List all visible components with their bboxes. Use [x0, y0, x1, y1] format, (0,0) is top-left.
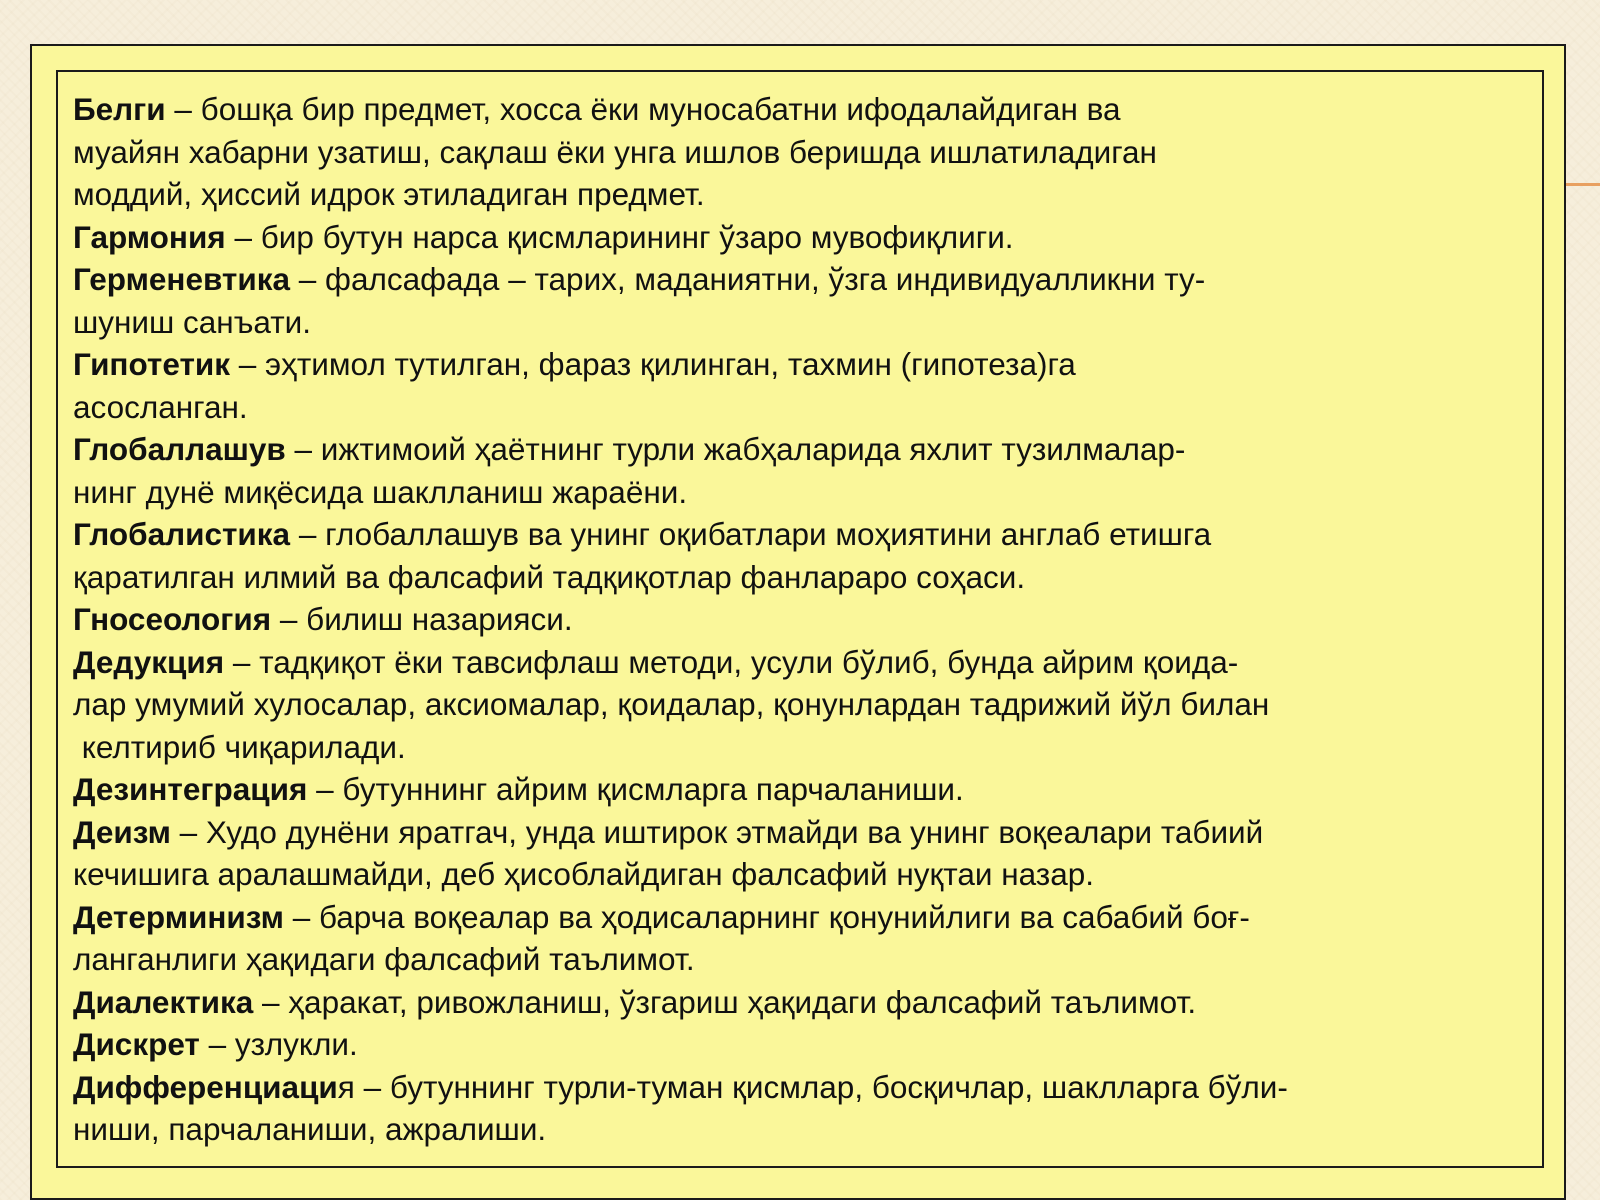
glossary-line — [73, 88, 1513, 131]
term: Дедукция — [73, 643, 225, 680]
glossary-line — [73, 1108, 1513, 1151]
term: Деизм — [73, 813, 171, 850]
glossary-line — [73, 811, 1513, 854]
definition: қаратилган илмий ва фалсафий тадқиқотлар фанлараро соҳаси. — [73, 558, 1026, 595]
definition: я – бутуннинг турли-туман қисмлар, босқичлар, шаклларга бўли- — [337, 1068, 1288, 1105]
definition: ниши, парчаланиши, ажралиши. — [73, 1111, 547, 1147]
glossary-line — [73, 726, 1513, 769]
glossary-line — [73, 1023, 1513, 1066]
definition: – бошқа бир предмет, хосса ёки муносабатни ифодалайдиган ва — [165, 91, 1121, 127]
accent-line — [1562, 183, 1600, 186]
glossary-line — [73, 938, 1513, 981]
glossary-line — [73, 471, 1513, 514]
definition: лар умумий хулосалар, аксиомалар, қоидалар, қонунлардан тадрижий йўл билан — [73, 686, 1270, 722]
glossary-line — [73, 173, 1513, 216]
definition: – эҳтимол тутилган, фараз қилинган, тахмин (гипотеза)га — [230, 346, 1076, 382]
term: Дезинтеграция — [73, 771, 308, 807]
definition: – фалсафада – тарих, маданиятни, ўзга индивидуалликни ту- — [290, 261, 1206, 297]
definition: – ҳаракат, ривожланиш, ўзгариш ҳақидаги фалсафий таълимот. — [253, 983, 1197, 1020]
term: Гносеология — [73, 601, 272, 637]
glossary-line — [73, 598, 1513, 641]
definition: келтириб чиқарилади. — [73, 728, 406, 765]
definition: – барча воқеалар ва ҳодисаларнинг қонунийлиги ва сабабий боғ- — [283, 898, 1250, 935]
definition: – глобаллашув ва унинг оқибатлари моҳиятини англаб етишга — [290, 516, 1212, 552]
glossary-line — [73, 641, 1513, 684]
term: Диалектика — [73, 983, 254, 1020]
glossary-line — [73, 683, 1513, 726]
glossary-line — [73, 386, 1513, 429]
glossary-line — [73, 896, 1513, 939]
glossary-line — [73, 513, 1513, 556]
glossary-line — [73, 1066, 1513, 1109]
glossary-line — [73, 258, 1513, 301]
definition: – бутуннинг айрим қисмларга парчаланиши. — [307, 771, 964, 807]
definition: – ижтимоий ҳаётнинг турли жабҳаларида яхлит тузилмалар- — [285, 431, 1186, 467]
term: Гармония — [73, 218, 226, 255]
term: Дифференциаци — [73, 1068, 338, 1105]
term: Дискрет — [73, 1026, 200, 1062]
glossary-line — [73, 131, 1513, 174]
term: Белги — [73, 91, 166, 127]
definition: муайян хабарни узатиш, сақлаш ёки унга ишлов беришда ишлатиладиган — [73, 133, 1157, 170]
definition: кечишига аралашмайди, деб ҳисоблайдиган фалсафий нуқтаи назар. — [73, 856, 1094, 892]
term: Детерминизм — [73, 898, 284, 935]
definition: нинг дунё миқёсида шаклланиш жараёни. — [73, 473, 688, 510]
glossary-text — [73, 88, 1513, 1151]
definition: ланганлиги ҳақидаги фалсафий таълимот. — [73, 941, 695, 977]
definition: – бир бутун нарса қисмларининг ўзаро мувофиқлиги. — [225, 218, 1014, 255]
glossary-line — [73, 768, 1513, 811]
glossary-line — [73, 428, 1513, 471]
definition: асосланган. — [73, 388, 248, 425]
term: Гипотетик — [73, 346, 231, 382]
definition: – тадқиқот ёки тавсифлаш методи, усули бўлиб, бунда айрим қоида- — [224, 643, 1239, 680]
definition: моддий, ҳиссий идрок этиладиган предмет. — [73, 176, 705, 212]
glossary-line — [73, 853, 1513, 896]
definition: – Худо дунёни яратгач, унда иштирок этмайди ва унинг воқеалари табиий — [170, 813, 1264, 850]
term: Глобалистика — [73, 516, 291, 552]
glossary-line — [73, 216, 1513, 259]
term: Герменевтика — [73, 261, 290, 297]
glossary-line — [73, 556, 1513, 599]
definition: – билиш назарияси. — [271, 601, 573, 637]
glossary-line — [73, 343, 1513, 386]
glossary-line — [73, 981, 1513, 1024]
definition: – узлукли. — [199, 1026, 358, 1062]
definition: шуниш санъати. — [73, 303, 311, 340]
glossary-line — [73, 301, 1513, 344]
term: Глобаллашув — [73, 431, 286, 467]
